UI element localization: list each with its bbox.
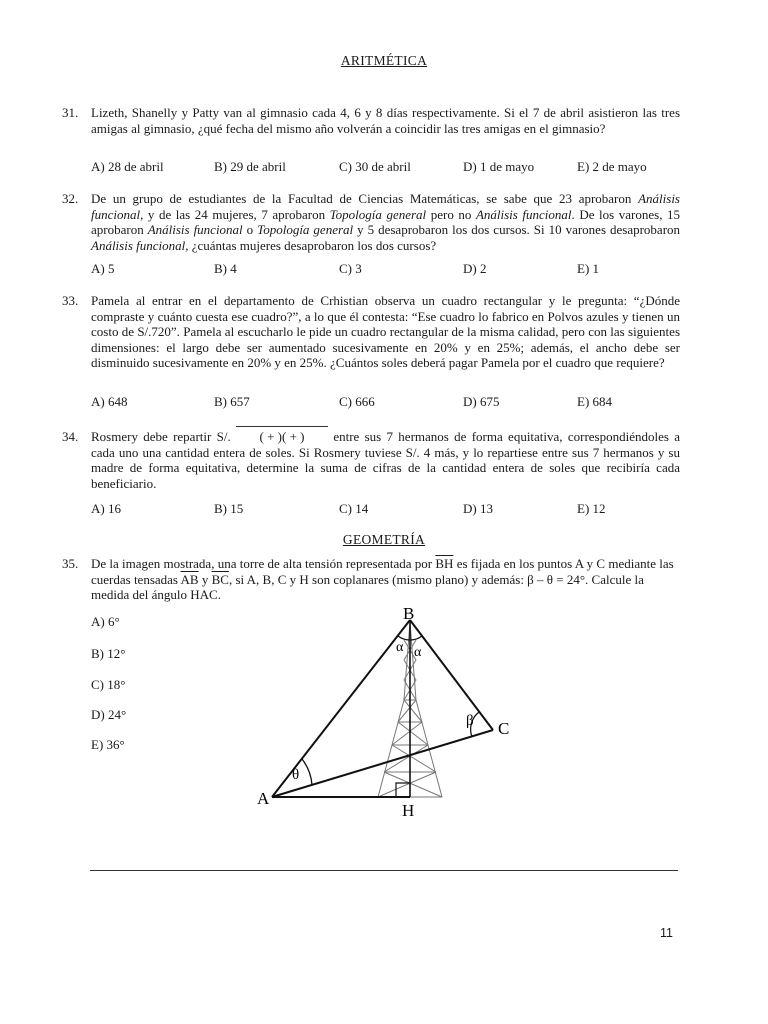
problem-32 — [62, 191, 680, 253]
problem-33 — [62, 293, 680, 371]
option-b: B) 15 — [214, 501, 244, 516]
problem-31 — [62, 105, 680, 136]
footer-divider — [90, 870, 678, 871]
option-c: C) 3 — [339, 261, 362, 276]
problem-text: De la imagen mostrada, una torre de alta tensión representada por $\overline{BH}$ es fijada en los puntos A y C mediante las cuerdas tensadas $\overline{AB}$ y $\overline{BC}$, si A, B, C y H son coplanares (mismo plano) y además: β – θ = 24°. Calcule la medida del ángulo HAC. — [91, 556, 674, 602]
option-e: E) 36° — [91, 737, 125, 752]
problem-number: 34. — [62, 429, 79, 444]
label-a: A — [257, 789, 270, 808]
option-e: E) 684 — [577, 394, 613, 409]
option-b: B) 657 — [214, 394, 250, 409]
option-b: B) 4 — [214, 261, 237, 276]
label-h: H — [402, 801, 415, 820]
problem-number: 31. — [62, 105, 79, 120]
segment-ac — [272, 730, 493, 797]
page-number: 11 — [660, 926, 673, 940]
option-d: D) 1 de mayo — [463, 159, 535, 174]
option-c: C) 666 — [339, 394, 375, 409]
option-a: A) 648 — [91, 394, 128, 409]
option-a: A) 6° — [91, 614, 120, 629]
tower-structure — [378, 622, 442, 797]
label-alpha-left: α — [396, 640, 404, 655]
right-angle-marker — [396, 783, 410, 797]
option-d: D) 13 — [463, 501, 493, 516]
beta-arc — [471, 712, 479, 737]
problem-number: 35. — [62, 556, 79, 571]
problem-text: Lizeth, Shanelly y Patty van al gimnasio cada 4, 6 y 8 días respectivamente. Si el 7 de abril asistieron las tres amigas al gimnasio, ¿qué fecha del mismo año volverán a coincidir las tres amigas en el gimnasio? — [91, 105, 680, 136]
label-alpha-right: α — [414, 645, 422, 660]
option-d: D) 24° — [91, 707, 127, 722]
options-31 — [91, 159, 681, 175]
problem-text: De un grupo de estudiantes de la Facultad de Ciencias Matemáticas, se sabe que 23 aprobaron Análisis funcional, y de las 24 mujeres, 7 aprobaron Topología general pero no Análisis funcional. De los varones, 15 aprobaron Análisis funcional o Topología general y 5 desaprobaron los dos cursos. Si 10 varones desaprobaron Análisis funcional, ¿cuántas mujeres desaprobaron los dos cursos? — [91, 191, 681, 253]
problem-number: 33. — [62, 293, 79, 308]
option-c: C) 14 — [339, 501, 369, 516]
label-b: B — [403, 604, 415, 623]
option-d: D) 675 — [463, 394, 500, 409]
alpha-arc — [398, 636, 422, 640]
option-b: B) 29 de abril — [214, 159, 286, 174]
theta-arc — [302, 759, 312, 785]
problem-35 — [62, 556, 678, 603]
option-e: E) 1 — [577, 261, 600, 276]
options-34 — [91, 501, 681, 517]
option-d: D) 2 — [463, 261, 487, 276]
segment-ab — [272, 620, 410, 797]
options-33 — [91, 394, 681, 410]
amount-expression: ( + )( + ) — [236, 429, 328, 445]
section-title-aritmetica: ARITMÉTICA — [340, 53, 428, 68]
label-beta: β — [466, 713, 474, 729]
options-32 — [91, 261, 681, 277]
problem-text: Pamela al entrar en el departamento de Crhistian observa un cuadro rectangular y le pregunta: “¿Dónde compraste y cuánto cuesta ese cuadro?”, a lo que él contesta: “Ese cuadro lo fabrico en Polvos azules y tienen un costo de S/.720”. Pamela al escucharlo le pide un cuadro rectangular de la misma calidad, pero con las siguientes dimensiones: el largo debe ser aumentado sucesivamente en 20% y en 25%; además, el ancho debe ser disminuido sucesivamente en 20% y en 25%. ¿Cuántos soles deberá pagar Pamela por el cuadro que requiere? — [91, 293, 680, 370]
option-a: A) 28 de abril — [91, 159, 164, 174]
section-title-geometria: GEOMETRÍA — [342, 532, 426, 547]
label-theta: θ — [292, 767, 300, 783]
problem-number: 32. — [62, 191, 79, 206]
option-a: A) 16 — [91, 501, 121, 516]
label-c: C — [498, 719, 510, 738]
option-e: E) 12 — [577, 501, 606, 516]
option-e: E) 2 de mayo — [577, 159, 647, 174]
option-c: C) 30 de abril — [339, 159, 411, 174]
option-c: C) 18° — [91, 677, 126, 692]
problem-34 — [62, 429, 680, 491]
option-b: B) 12° — [91, 646, 126, 661]
segment-bc — [410, 620, 493, 730]
option-a: A) 5 — [91, 261, 115, 276]
problem-text: Rosmery debe repartir S/. ( + )( + ) entre sus 7 hermanos de forma equitativa, correspondiéndoles a cada uno una cantidad entera de soles. Si Rosmery tuviese S/. 4 más, y lo repartiese entre sus 7 hermanos y su madre de forma equitativa, determine la suma de cifras de la cantidad entera de soles que recibiría cada beneficiario. — [91, 429, 680, 491]
